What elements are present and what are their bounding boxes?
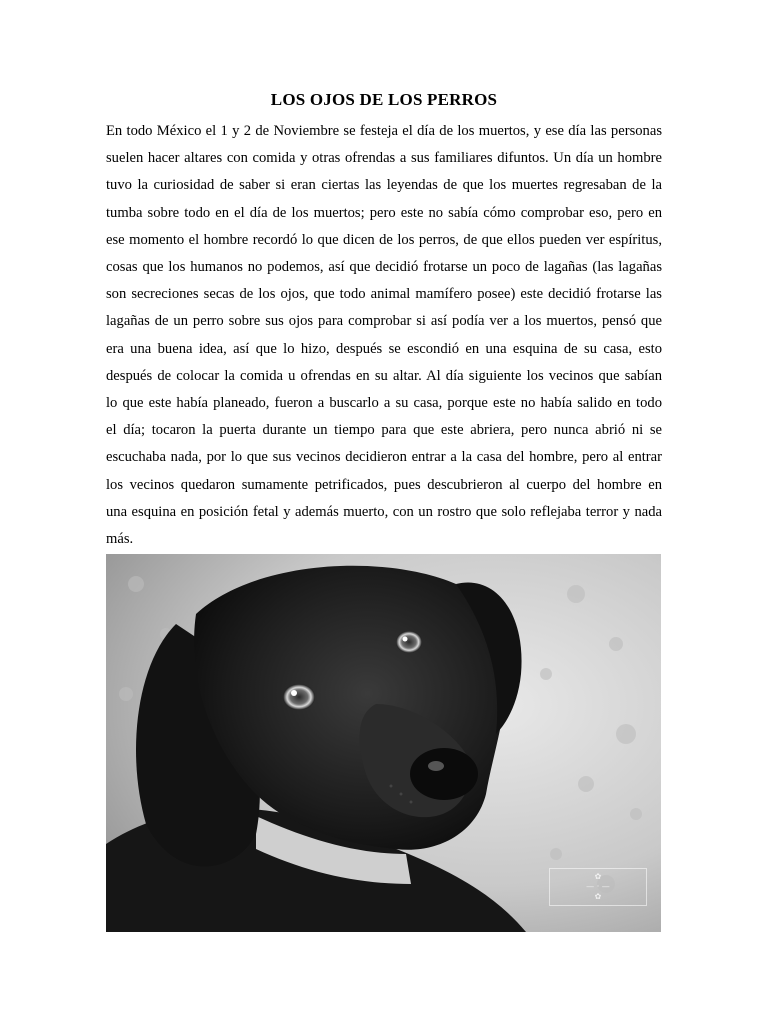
paragraph-line: lagañas de un perro sobre sus ojos para comprobar si así podía ver a los muertos, pensó que bbox=[106, 313, 662, 330]
paragraph-line: ese momento el hombre recordó lo que dicen de los perros, de que ellos pueden ver espíritus, bbox=[106, 231, 662, 248]
paragraph-line: lo que este había planeado, fueron a buscarlo a su casa, porque este no había salido en todo bbox=[106, 395, 662, 412]
paragraph-line: era una buena idea, así que lo hizo, después se escondió en una esquina de su casa, esto bbox=[106, 340, 662, 357]
paragraph-line: tumba sobre todo en el día de los muertos; pero este no sabía cómo comprobar eso, pero en bbox=[106, 204, 662, 221]
dog-right-eye bbox=[396, 631, 422, 653]
paragraph-line: una esquina en posición fetal y además muerto, con un rostro que solo reflejaba terror y nada bbox=[106, 503, 662, 520]
document-title: LOS OJOS DE LOS PERROS bbox=[270, 90, 498, 109]
paragraph-line: suelen hacer altares con comida y otras ofrendas a sus familiares difuntos. Un día un hombre bbox=[106, 150, 662, 167]
dog-left-eye bbox=[283, 684, 315, 710]
paragraph-line: En todo México el 1 y 2 de Noviembre se festeja el día de los muertos, y ese día las personas bbox=[106, 123, 662, 139]
dog-photo bbox=[106, 554, 661, 932]
paragraph-line: el día; tocaron la puerta durante un tiempo para que este abriera, pero nunca abrió ni se bbox=[106, 422, 662, 439]
paragraph-line: los vecinos quedaron sumamente petrificados, pues descubrieron al cuerpo del hombre en bbox=[106, 476, 662, 493]
paragraph-line: más. bbox=[106, 531, 134, 548]
paragraph-line: cosas que los humanos no podemos, así que decidió frotarse un poco de lagañas (las lagañas bbox=[106, 259, 662, 276]
body-paragraph bbox=[106, 118, 662, 553]
paragraph-line: tuvo la curiosidad de saber si eran ciertas las leyendas de que los muertes regresaban de la bbox=[106, 177, 662, 194]
paragraph-line: son secreciones secas de los ojos, que todo animal mamífero posee) este decidió frotarse las bbox=[106, 286, 662, 303]
paragraph-line: después de colocar la comida u ofrendas en su altar. Al día siguiente los vecinos que sabían bbox=[106, 367, 662, 384]
watermark-logo: ✿ — · — ✿ bbox=[549, 868, 647, 906]
paragraph-line: escuchaba nada, por lo que sus vecinos decidieron entrar a la casa del hombre, pero al entrar bbox=[106, 449, 662, 466]
